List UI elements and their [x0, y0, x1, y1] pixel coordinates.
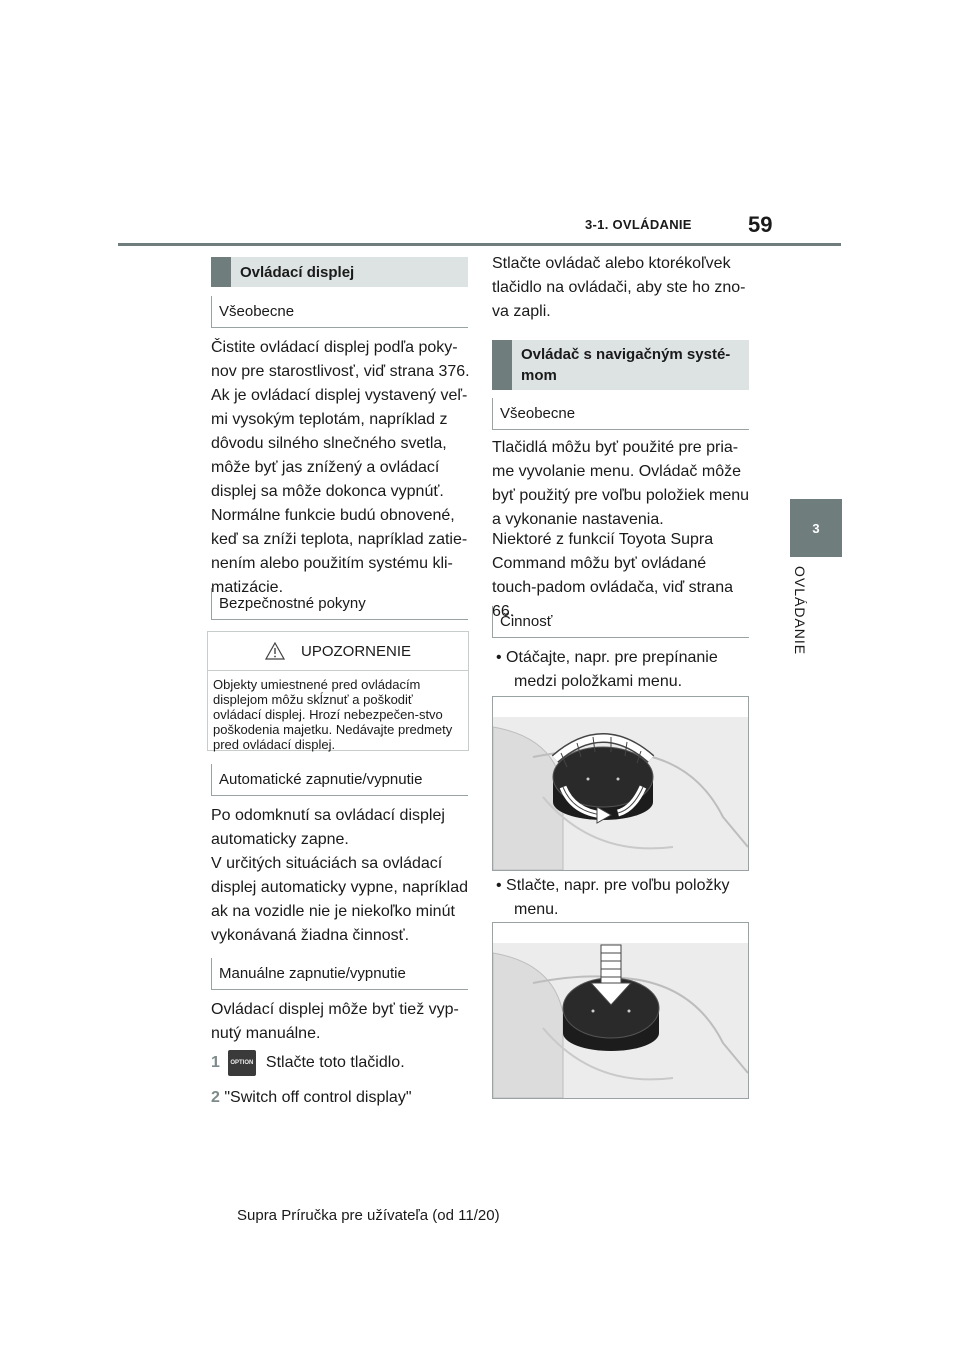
step-text: "Switch off control display" — [224, 1089, 412, 1106]
section-header-bar — [492, 340, 512, 390]
paragraph: Ak je ovládací displej vystavený veľ-mi vysokým teplotám, napríklad z dôvodu silného slnečného svetla, môže byť jas znížený a ovládací displej sa môže dokonca vypnúť. Normálne funkcie budú obnovené, keď sa zníži teplota, napríklad zatie-nením alebo použitím systému kli-matizácie. — [211, 387, 468, 596]
paragraph: Tlačidlá môžu byť použité pre pria-me vyvolanie menu. Ovládač môže byť použitý pre voľbu položiek menu a vykonanie nastavenia. — [492, 439, 750, 528]
subheader-operation: Činnosť — [492, 606, 749, 638]
controller-rotate-image — [493, 697, 748, 870]
bullet-rotate: • Otáčajte, napr. pre prepínanie medzi položkami menu. — [496, 649, 718, 690]
section-title: Ovládač s navigačným systé-mom — [521, 346, 731, 384]
chapter-tab — [790, 499, 842, 557]
footer-text: Supra Príručka pre užívateľa (od 11/20) — [237, 1207, 500, 1224]
bullet-press: • Stlačte, napr. pre voľbu položky menu. — [496, 877, 730, 918]
section-header-bar — [211, 257, 231, 287]
controller-press-image — [493, 923, 748, 1098]
section-header-control-display — [211, 257, 468, 287]
paragraph: Stlačte ovládač alebo ktorékoľvek tlačidlo na ovládači, aby ste ho zno-va zapli. — [492, 255, 746, 320]
step-text: Stlačte toto tlačidlo. — [265, 1054, 405, 1071]
warning-title: UPOZORNENIE — [300, 642, 411, 660]
warning-header — [208, 632, 468, 671]
paragraph: Po odomknutí sa ovládací displej automaticky zapne. — [211, 807, 445, 848]
paragraph: Ovládací displej môže byť tiež vyp-nutý manuálne. — [211, 1001, 459, 1042]
illustration-rotate-controller — [492, 696, 749, 871]
warning-box — [207, 631, 469, 751]
chapter-heading: 3-1. OVLÁDANIE — [585, 217, 692, 232]
header-divider — [118, 243, 841, 246]
option-button-icon: OPTION — [228, 1050, 256, 1076]
paragraph: Čistite ovládací displej podľa poky-nov pre starostlivosť, viď strana 376. — [211, 339, 470, 380]
section-header-controller — [492, 340, 749, 390]
paragraph: Niektoré z funkcií Toyota Supra Command môžu byť ovládané touch-padom ovládača, viď strana 66. — [492, 531, 734, 620]
subheader-safety: Bezpečnostné pokyny — [211, 588, 468, 620]
illustration-press-controller — [492, 922, 749, 1099]
subheader-auto-on-off: Automatické zapnutie/vypnutie — [211, 764, 468, 796]
page-number: 59 — [748, 212, 773, 237]
subheader-general: Všeobecne — [211, 296, 468, 328]
warning-triangle-icon — [265, 642, 285, 660]
step-number: 2 — [211, 1089, 220, 1106]
warning-text: Objekty umiestnené pred ovládacím displejom môžu skĺznuť a poškodiť ovládací displej. Hrozí nebezpečen-stvo poškodenia majetku. Nedávajte predmety pred ovládací displej. — [213, 677, 453, 752]
section-title: Ovládací displej — [240, 263, 355, 281]
chapter-tab-number: 3 — [812, 520, 820, 536]
paragraph: V určitých situáciách sa ovládací displej automaticky vypne, napríklad ak na vozidle nie je niekoľko minút vykonávaná žiadna činnosť. — [211, 855, 469, 944]
step-2 — [211, 1086, 473, 1110]
step-number: 1 — [211, 1054, 220, 1071]
chapter-tab-label: OVLÁDANIE — [792, 566, 808, 656]
subheader-general: Všeobecne — [492, 398, 749, 430]
step-1 — [211, 1050, 473, 1076]
subheader-manual-on-off: Manuálne zapnutie/vypnutie — [211, 958, 468, 990]
